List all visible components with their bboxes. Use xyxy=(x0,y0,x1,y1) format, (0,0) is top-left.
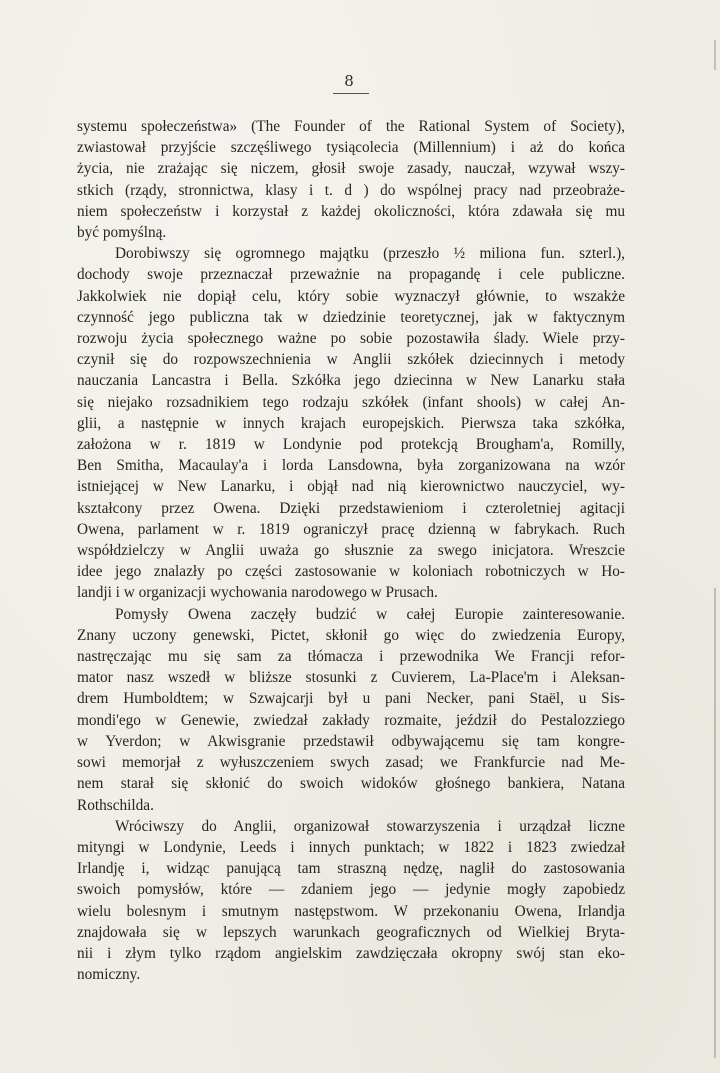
body-text xyxy=(77,116,625,985)
text-line: czynił się do rozpowszechnienia w Anglii szkółek dziecinnych i metody xyxy=(77,351,625,369)
text-line: życia, nie zrażając się niczem, głosił swoje zasady, nauczał, wzywał wszy- xyxy=(77,160,625,178)
text-line: być pomyślną. xyxy=(77,224,167,242)
text-line: mator nasz wszedł w bliższe stosunki z Cuvierem, La-Place'm i Aleksan- xyxy=(77,669,625,687)
text-line: sowi memorjał z wyłuszczeniem swych zasad; we Frankfurcie nad Me- xyxy=(77,754,625,772)
text-line: rozwoju życia społecznego ważne po sobie pozostawiła ślady. Wiele przy- xyxy=(77,330,625,348)
text-line: istniejącej w New Lanarku, i objął nad nią kierownictwo nauczyciel, wy- xyxy=(77,478,625,496)
text-line: Znany uczony genewski, Pictet, skłonił go więc do zwiedzenia Europy, xyxy=(77,626,625,644)
text-line: nem starał się skłonić do swoich widoków głośnego bankiera, Natana xyxy=(77,775,625,793)
text-line: mityngi w Londynie, Leeds i innych punktach; w 1822 i 1823 zwiedzał xyxy=(77,838,625,856)
text-line: w Yverdon; w Akwisgranie przedstawił odbywającemu się tam kongre- xyxy=(77,732,625,750)
text-line: nii i złym tylko rządom angielskim zawdzięczała okropny swój stan eko- xyxy=(77,944,625,962)
text-line: landji i w organizacji wychowania narodowego w Prusach. xyxy=(77,584,438,602)
text-line: zwiastował przyjście szczęśliwego tysiącolecia (Millennium) i aż do końca xyxy=(77,139,625,157)
paragraph xyxy=(77,243,625,603)
paragraph xyxy=(77,116,625,243)
text-line: idee jego znalazły po części zastosowanie w koloniach robotniczych w Ho- xyxy=(77,563,625,581)
text-line: mondi'ego w Genewie, zwiedzał zakłady rozmaite, jeździł do Pestalozziego xyxy=(77,711,625,729)
text-line: dochody swoje przeznaczał przeważnie na propagandę i cele publiczne. xyxy=(77,266,625,284)
paragraph xyxy=(77,604,625,816)
text-line: swoich pomysłów, które — zdaniem jego — jedynie mogły zapobiedz xyxy=(77,881,625,899)
text-line: systemu społeczeństwa» (The Founder of the Rational System of Society), xyxy=(77,118,625,135)
text-line: stkich (rządy, stronnictwa, klasy i t. d ) do wspólnej pracy nad przeobraże- xyxy=(77,181,625,199)
text-line: Jakkolwiek nie dopiął celu, który sobie wyznaczył głównie, to wszakże xyxy=(77,287,625,305)
text-line: współdzielczy w Anglii uważa go słusznie za swego inicjatora. Wreszcie xyxy=(77,542,625,560)
text-line: założona w r. 1819 w Londynie pod protekcją Brougham'a, Romilly, xyxy=(77,436,625,454)
text-line: Ben Smitha, Macaulay'a i lorda Lansdowna, była zorganizowana na wzór xyxy=(77,457,625,475)
text-line: glii, a następnie w innych krajach europejskich. Pierwsza taka szkółka, xyxy=(77,414,625,432)
text-line: Owena, parlament w r. 1819 ograniczył pracę dzienną w fabrykach. Ruch xyxy=(77,520,625,538)
text-line: kształcony przez Owena. Dzięki przedstawieniom i czteroletniej agitacji xyxy=(77,499,625,517)
text-line: niem społeczeństw i korzystał z każdej okoliczności, która zdawała się mu xyxy=(77,202,625,220)
text-line: nomiczny. xyxy=(77,966,141,984)
text-line: nauczania Lancastra i Bella. Szkółka jego dziecinna w New Lanarku stała xyxy=(77,372,625,390)
page-number-rule xyxy=(333,93,369,94)
text-line: znajdowała się w lepszych warunkach geograficznych od Wielkiej Bryta- xyxy=(77,923,625,941)
page-number: 8 xyxy=(344,72,354,90)
page-edge-mark-bottom xyxy=(714,588,716,1058)
text-line: Wróciwszy do Anglii, organizował stowarzyszenia i urządzał liczne xyxy=(115,817,625,835)
page-edge-mark-top xyxy=(714,40,716,70)
text-line: wielu bolesnym i smutnym następstwom. W przekonaniu Owena, Irlandja xyxy=(77,902,625,920)
paragraph xyxy=(77,816,625,986)
text-line: Rothschilda. xyxy=(77,796,154,814)
text-line: się niejako rozsadnikiem tego rodzaju szkółek (infant shools) w całej An- xyxy=(77,393,625,411)
text-line: drem Humboldtem; w Szwajcarji był u pani Necker, pani Staël, u Sis- xyxy=(77,690,625,708)
text-line: Pomysły Owena zaczęły budzić w całej Europie zainteresowanie. xyxy=(115,605,625,623)
text-line: Irlandję i, widząc panującą tam straszną nędzę, naglił do zastosowania xyxy=(77,860,625,878)
text-line: czynność jego publiczna tak w dziedzinie teoretycznej, jak w faktycznym xyxy=(77,308,625,326)
text-line: nastręczając mu się sam za tłómacza i przewodnika We Francji refor- xyxy=(77,648,625,666)
text-line: Dorobiwszy się ogromnego majątku (przeszło ½ miliona fun. szterl.), xyxy=(115,245,625,263)
